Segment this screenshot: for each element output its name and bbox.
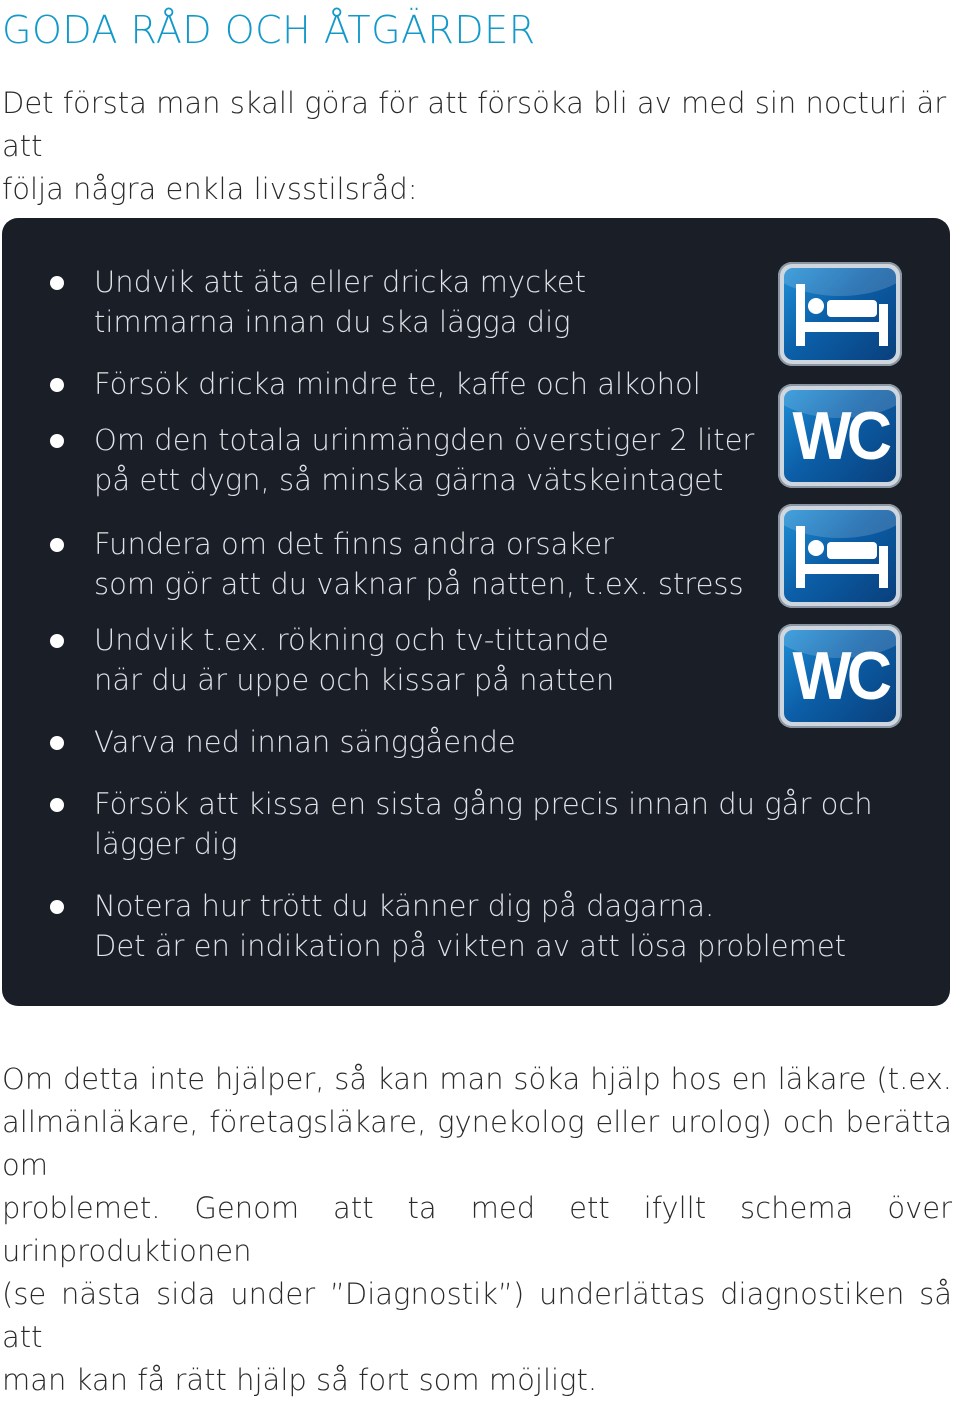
bed-sign-icon xyxy=(778,262,902,366)
tip-item xyxy=(94,722,516,762)
outro-paragraph xyxy=(2,1058,952,1402)
bullet-icon xyxy=(50,736,64,750)
wc-sign-icon xyxy=(778,624,902,728)
tip-line: Notera hur trött du känner dig på dagarna. xyxy=(94,889,715,923)
page-title: GODA RÅD OCH ÅTGÄRDER xyxy=(2,8,536,52)
outro-line: Om detta inte hjälper, så kan man söka hjälp hos en läkare (t.ex. xyxy=(2,1062,952,1096)
wc-label: WC xyxy=(792,398,888,474)
tip-item xyxy=(94,364,701,404)
tip-line: Undvik t.ex. rökning och tv-tittande xyxy=(94,623,609,657)
bullet-icon xyxy=(50,276,64,290)
tip-item xyxy=(94,784,873,864)
bullet-icon xyxy=(50,434,64,448)
outro-line: allmänläkare, företagsläkare, gynekolog eller urolog) och berätta om xyxy=(2,1105,952,1182)
bed-glyph-icon xyxy=(784,268,896,360)
tip-line: Varva ned innan sänggående xyxy=(94,725,516,759)
outro-line: man kan få rätt hjälp så fort som möjligt. xyxy=(2,1363,598,1397)
outro-line: (se nästa sida under ”Diagnostik”) underlättas diagnostiken så att xyxy=(2,1277,952,1354)
tip-item xyxy=(94,420,754,500)
intro-line: Det första man skall göra för att försöka bli av med sin nocturi är att xyxy=(2,86,947,163)
wc-label: WC xyxy=(792,638,888,714)
bullet-icon xyxy=(50,900,64,914)
tip-line: Försök att kissa en sista gång precis innan du går och xyxy=(94,787,873,821)
tip-line: Det är en indikation på vikten av att lösa problemet xyxy=(94,929,847,963)
intro-paragraph xyxy=(2,82,954,211)
wc-sign-icon xyxy=(778,384,902,488)
bed-sign-icon xyxy=(778,504,902,608)
tip-item xyxy=(94,262,586,342)
tip-line: Fundera om det finns andra orsaker xyxy=(94,527,614,561)
tip-line: Undvik att äta eller dricka mycket xyxy=(94,265,586,299)
tip-line: lägger dig xyxy=(94,827,238,861)
tip-item xyxy=(94,620,614,700)
bed-glyph-icon xyxy=(784,510,896,602)
tip-line: Om den totala urinmängden överstiger 2 liter xyxy=(94,423,755,457)
tips-panel xyxy=(2,218,950,1006)
tip-line: som gör att du vaknar på natten, t.ex. stress xyxy=(94,567,744,601)
tip-line: timmarna innan du ska lägga dig xyxy=(94,305,571,339)
tip-line: på ett dygn, så minska gärna vätskeintaget xyxy=(94,463,724,497)
bullet-icon xyxy=(50,798,64,812)
bullet-icon xyxy=(50,378,64,392)
tip-item xyxy=(94,886,846,966)
bullet-icon xyxy=(50,538,64,552)
outro-line: problemet. Genom att ta med ett ifyllt schema över urinproduktionen xyxy=(2,1191,952,1268)
tip-line: när du är uppe och kissar på natten xyxy=(94,663,615,697)
tip-line: Försök dricka mindre te, kaffe och alkohol xyxy=(94,367,701,401)
intro-line: följa några enkla livsstilsråd: xyxy=(2,172,418,206)
tip-item xyxy=(94,524,744,604)
bullet-icon xyxy=(50,634,64,648)
